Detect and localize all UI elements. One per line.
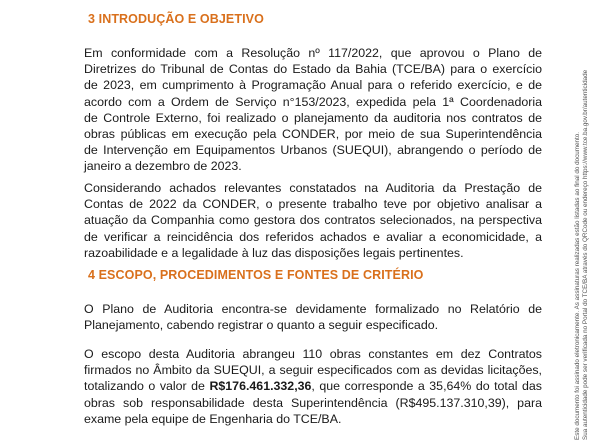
text-line: obras sob responsabilidade desta Superintendência (R$495.137.310,39), para bbox=[84, 395, 542, 410]
text-line: Contas de 2022 da CONDER, o presente trabalho teve por objetivo analisar a bbox=[84, 197, 542, 212]
text-line: O Plano de Auditoria encontra-se devidamente formalizado no Relatório de bbox=[84, 302, 542, 316]
section-4-paragraph-2 bbox=[84, 346, 542, 427]
text-line: de verificar a reincidência dos referidos achados e avaliar a economicidade, a bbox=[84, 229, 542, 244]
text-line: acordo com a Ordem de Serviço n°153/2023, expedida pela 1ª Coordenadoria bbox=[84, 94, 542, 109]
side-note-line: Sua autenticidade pode ser verificada no Portal do TCE/BA através do QRCode ou endereço https://www.tce.ba.gov.br/autenticidade bbox=[582, 69, 589, 440]
text-line bbox=[84, 378, 542, 394]
section-4-paragraph-1 bbox=[84, 301, 542, 333]
text-segment: , que corresponde a 35,64% do total das bbox=[311, 379, 542, 394]
authenticity-side-note bbox=[574, 70, 590, 440]
text-line: Considerando achados relevantes constatados na Auditoria da Prestação de bbox=[84, 181, 542, 195]
text-line: de Controle Externo, foi realizado o planejamento da auditoria nos contratos de bbox=[84, 110, 542, 125]
text-line: atuação da Companhia como gestora dos contratos selecionados, na perspectiva bbox=[84, 213, 542, 228]
text-line: de Intervenção em Equipamentos Urbanos (SUEQUI), abrangendo o período de bbox=[84, 143, 542, 158]
text-segment: totalizando o valor de bbox=[84, 379, 210, 394]
text-line: exame pela equipe de Engenharia do TCE/BA. bbox=[84, 411, 342, 426]
side-note-line: Este documento foi assinado eletronicamente. As assinaturas realizadas estão listadas ao final do documento. bbox=[574, 131, 581, 440]
text-line: obras públicas em execução pela CONDER, por meio de sua Superintendência bbox=[84, 127, 542, 142]
section-3-paragraph-1 bbox=[84, 45, 542, 175]
text-line: Em conformidade com a Resolução nº 117/2022, que aprovou o Plano de bbox=[84, 46, 542, 60]
section-3-heading: 3 INTRODUÇÃO E OBJETIVO bbox=[88, 12, 264, 26]
text-line: Diretrizes do Tribunal de Contas do Estado da Bahia (TCE/BA) para o exercício bbox=[84, 62, 542, 77]
text-line: firmados no Âmbito da SUEQUI, a seguir especificados com as devidas licitações, bbox=[84, 363, 542, 378]
text-line: O escopo desta Auditoria abrangeu 110 obras constantes em dez Contratos bbox=[84, 347, 542, 361]
text-line: de 2023, em cumprimento à Programação Anual para o referido exercício, e de bbox=[84, 78, 542, 93]
text-line: janeiro a dezembro de 2023. bbox=[84, 159, 242, 174]
text-line: razoabilidade e a legalidade à luz das disposições legais pertinentes. bbox=[84, 245, 464, 260]
section-3-paragraph-2 bbox=[84, 180, 542, 261]
section-4-heading: 4 ESCOPO, PROCEDIMENTOS E FONTES DE CRITÉRIO bbox=[88, 268, 424, 282]
total-value: R$176.461.332,36 bbox=[209, 379, 312, 394]
text-line: Planejamento, cabendo registrar o quanto a seguir especificado. bbox=[84, 318, 439, 333]
